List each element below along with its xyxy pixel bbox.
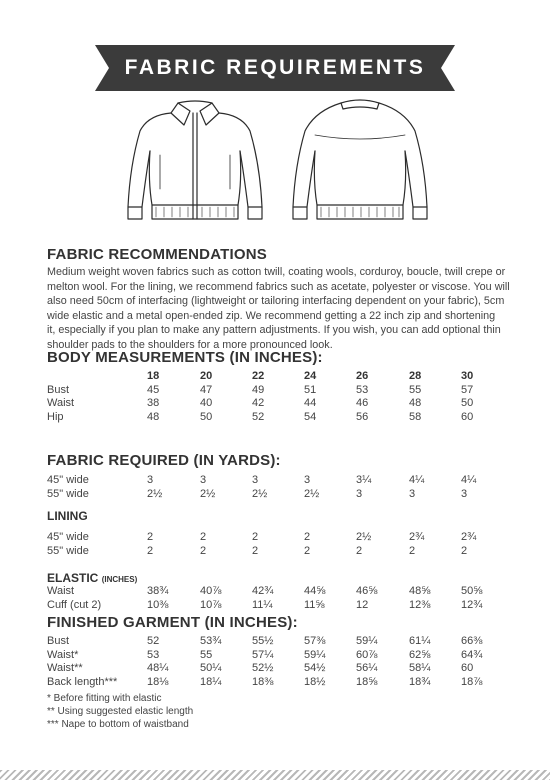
table-cell: 45 bbox=[147, 383, 160, 396]
row-label: Waist* bbox=[47, 648, 79, 661]
table-cell: 2 bbox=[304, 544, 311, 557]
title-banner bbox=[95, 45, 455, 91]
table-cell: 60 bbox=[461, 410, 474, 423]
table-cell: 18⅜ bbox=[252, 675, 274, 688]
table-cell: 2 bbox=[147, 531, 154, 543]
table-cell: 18⅝ bbox=[356, 675, 378, 688]
table-cell: 2½ bbox=[356, 531, 372, 543]
fabric-recommendations-text bbox=[47, 265, 510, 353]
row-label: 55" wide bbox=[47, 544, 89, 557]
table-cell: 60 bbox=[461, 662, 474, 675]
table-cell: 44⅝ bbox=[304, 585, 326, 597]
table-cell: 48 bbox=[409, 397, 422, 410]
footnote: ** Using suggested elastic length bbox=[47, 706, 194, 717]
table-cell: 2½ bbox=[304, 487, 320, 500]
table-cell: 11¼ bbox=[252, 598, 273, 611]
paragraph-line: also need 50cm of interfacing (lightweight or tailoring interfacing dependent on your fabric), 5cm bbox=[47, 295, 505, 308]
table-cell: 48 bbox=[147, 410, 160, 423]
paragraph-line: wide elastic and a metal open-ended zip. We recommend getting a 22 inch zip and shortening bbox=[47, 309, 496, 322]
table-cell: 38 bbox=[147, 397, 160, 410]
table-cell: 3 bbox=[461, 487, 468, 500]
table-cell: 52 bbox=[147, 635, 160, 647]
table-cell: 40 bbox=[200, 397, 213, 410]
table-cell: 3¼ bbox=[356, 474, 372, 486]
table-cell: 53 bbox=[147, 648, 160, 661]
table-cell: 55 bbox=[409, 383, 422, 396]
table-cell: 56 bbox=[356, 410, 369, 423]
row-label: Bust bbox=[47, 635, 70, 647]
table-cell: 55 bbox=[200, 648, 213, 661]
table-cell: 64¾ bbox=[461, 648, 483, 661]
table-cell: 46⅝ bbox=[356, 585, 378, 597]
table-cell: 40⅞ bbox=[200, 585, 222, 597]
row-label: Waist bbox=[47, 585, 75, 597]
table-cell: 10⅜ bbox=[147, 598, 169, 611]
row-label: Waist bbox=[47, 397, 75, 410]
paragraph-line: melton wool. For the lining, we recommend fabrics such as acetate, polyester or viscose. You will bbox=[47, 280, 510, 293]
paragraph-line: shoulder pads to the shoulders for a more pronounced look. bbox=[47, 338, 333, 351]
table-cell: 48⅝ bbox=[409, 585, 431, 597]
size-label: 22 bbox=[252, 370, 265, 382]
table-cell: 18¼ bbox=[200, 675, 222, 688]
table-cell: 66⅜ bbox=[461, 635, 483, 647]
decorative-stripe-border bbox=[0, 770, 550, 780]
footnote: *** Nape to bottom of waistband bbox=[47, 719, 189, 730]
table-cell: 50⅝ bbox=[461, 585, 483, 597]
row-label: Cuff (cut 2) bbox=[47, 598, 102, 611]
table-cell: 53¾ bbox=[200, 635, 222, 647]
footnote: * Before fitting with elastic bbox=[47, 693, 162, 704]
size-label: 30 bbox=[461, 370, 474, 382]
table-cell: 12 bbox=[356, 598, 369, 611]
row-label: Back length*** bbox=[47, 675, 118, 688]
table-cell: 62⅝ bbox=[409, 648, 431, 661]
table-cell: 18¾ bbox=[409, 675, 431, 688]
table-cell: 2 bbox=[200, 531, 207, 543]
row-label: 45" wide bbox=[47, 531, 89, 543]
size-label: 24 bbox=[304, 370, 317, 382]
table-cell: 52 bbox=[252, 410, 265, 423]
body-measurements-heading: BODY MEASUREMENTS (IN INCHES): bbox=[47, 349, 323, 366]
elastic-heading-label: ELASTIC bbox=[47, 571, 99, 585]
table-cell: 2 bbox=[252, 531, 259, 543]
table-cell: 54½ bbox=[304, 662, 326, 675]
table-cell: 12⅜ bbox=[409, 598, 431, 611]
elastic-heading bbox=[47, 571, 137, 585]
table-cell: 2 bbox=[304, 531, 311, 543]
finished-garment-heading: FINISHED GARMENT (IN INCHES): bbox=[47, 614, 298, 631]
table-cell: 3 bbox=[356, 487, 363, 500]
table-cell: 4¼ bbox=[409, 474, 425, 486]
table-cell: 60⅞ bbox=[356, 648, 378, 661]
footnotes bbox=[47, 692, 193, 731]
row-label: Hip bbox=[47, 410, 64, 423]
lining-heading: LINING bbox=[47, 509, 88, 523]
table-cell: 2½ bbox=[147, 487, 163, 500]
table-cell: 58¼ bbox=[409, 662, 431, 675]
table-cell: 3 bbox=[200, 474, 207, 486]
table-cell: 42 bbox=[252, 397, 265, 410]
table-cell: 18⅛ bbox=[147, 675, 169, 688]
table-cell: 3 bbox=[252, 474, 259, 486]
paragraph-line: it, especially if you plan to make any pattern adjustments. If you wish, you can add optional thin bbox=[47, 324, 501, 337]
table-cell: 57⅜ bbox=[304, 635, 326, 647]
jacket-back-illustration bbox=[285, 95, 435, 227]
table-cell: 18½ bbox=[304, 675, 326, 688]
table-cell: 61¼ bbox=[409, 635, 431, 647]
table-cell: 57 bbox=[461, 383, 474, 396]
jacket-front-illustration bbox=[120, 95, 270, 227]
table-cell: 12¾ bbox=[461, 598, 483, 611]
table-cell: 2 bbox=[252, 544, 259, 557]
table-cell: 50¼ bbox=[200, 662, 222, 675]
table-cell: 18⅞ bbox=[461, 675, 483, 688]
table-cell: 56¼ bbox=[356, 662, 378, 675]
table-cell: 2½ bbox=[252, 487, 268, 500]
paragraph-line: Medium weight woven fabrics such as cotton twill, coating wools, corduroy, boucle, twill crepe or bbox=[47, 266, 506, 278]
size-label: 18 bbox=[147, 370, 160, 382]
fabric-recommendations-heading: FABRIC RECOMMENDATIONS bbox=[47, 246, 267, 263]
table-cell: 58 bbox=[409, 410, 422, 423]
table-cell: 57¼ bbox=[252, 648, 274, 661]
row-label: Waist** bbox=[47, 662, 83, 675]
table-cell: 50 bbox=[461, 397, 474, 410]
table-cell: 53 bbox=[356, 383, 369, 396]
table-cell: 11⅝ bbox=[304, 598, 325, 611]
table-cell: 3 bbox=[409, 487, 416, 500]
size-label: 26 bbox=[356, 370, 369, 382]
size-label: 20 bbox=[200, 370, 213, 382]
table-cell: 3 bbox=[304, 474, 311, 486]
table-cell: 2¾ bbox=[461, 531, 477, 543]
table-cell: 3 bbox=[147, 474, 154, 486]
elastic-heading-unit: (INCHES) bbox=[101, 575, 138, 584]
table-cell: 2½ bbox=[200, 487, 216, 500]
table-cell: 51 bbox=[304, 383, 317, 396]
table-cell: 49 bbox=[252, 383, 265, 396]
row-label: Bust bbox=[47, 383, 70, 396]
table-cell: 4¼ bbox=[461, 474, 477, 486]
fabric-required-heading: FABRIC REQUIRED (IN YARDS): bbox=[47, 452, 281, 469]
table-cell: 54 bbox=[304, 410, 317, 423]
table-cell: 2 bbox=[409, 544, 416, 557]
table-cell: 2¾ bbox=[409, 531, 425, 543]
table-cell: 44 bbox=[304, 397, 317, 410]
page-title: FABRIC REQUIREMENTS bbox=[124, 56, 426, 79]
table-cell: 46 bbox=[356, 397, 369, 410]
table-cell: 52½ bbox=[252, 662, 274, 675]
table-cell: 10⅞ bbox=[200, 598, 222, 611]
table-cell: 50 bbox=[200, 410, 213, 423]
row-label: 45" wide bbox=[47, 474, 89, 486]
table-cell: 47 bbox=[200, 383, 213, 396]
table-cell: 2 bbox=[461, 544, 468, 557]
row-label: 55" wide bbox=[47, 487, 89, 500]
table-cell: 59¼ bbox=[304, 648, 326, 661]
table-cell: 48¼ bbox=[147, 662, 169, 675]
table-cell: 2 bbox=[356, 544, 363, 557]
table-cell: 2 bbox=[147, 544, 154, 557]
table-cell: 42¾ bbox=[252, 585, 274, 597]
table-cell: 38¾ bbox=[147, 585, 169, 597]
size-label: 28 bbox=[409, 370, 422, 382]
table-cell: 2 bbox=[200, 544, 207, 557]
table-cell: 55½ bbox=[252, 635, 274, 647]
table-cell: 59¼ bbox=[356, 635, 378, 647]
